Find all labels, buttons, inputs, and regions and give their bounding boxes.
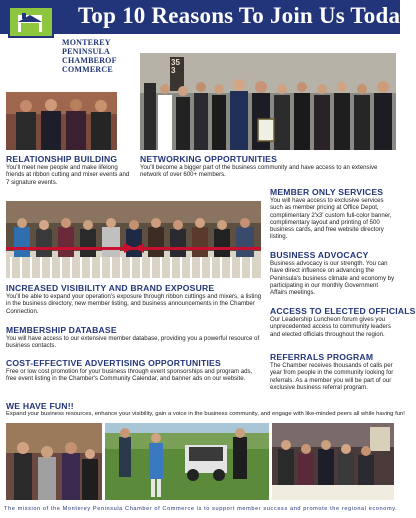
advertising-title: COST-EFFECTIVE ADVERTISING OPPORTUNITIES xyxy=(6,358,221,368)
fun-photo-banquet xyxy=(272,423,394,500)
database-title: MEMBERSHIP DATABASE xyxy=(6,325,117,335)
member-only-title: MEMBER ONLY SERVICES xyxy=(270,187,384,197)
networking-photo xyxy=(140,53,396,150)
relationship-photo xyxy=(6,92,117,150)
fun-photo-1 xyxy=(6,423,102,500)
elected-officials-title: ACCESS TO ELECTED OFFICIALS xyxy=(270,306,416,316)
fun-body: Expand your business resources, enhance your visibility, gain a voice in the business community, and engage with like-minded peers all while having fun! xyxy=(6,411,405,417)
page-title: Top 10 Reasons To Join Us Today xyxy=(78,3,412,28)
referrals-title: REFERRALS PROGRAM xyxy=(270,352,374,362)
house-logo-icon xyxy=(17,13,43,33)
member-only-body: You will have access to exclusive services such as member pricing at Office Depot, complimentary 2'x3' custom full-color banner, complimentary layout and printing of 500 business cards, and free website directory listing. xyxy=(270,197,392,241)
database-body: You will have access to our extensive member database, providing you a powerful resource of business contacts. xyxy=(6,335,260,350)
referrals-body: The Chamber receives thousands of calls per year from people in the community looking for referrals. As a member you will be part of our exclusive business referral program. xyxy=(270,362,394,391)
fun-photo-golf xyxy=(105,423,269,500)
advertising-body: Free or low cost promotion for your business through event sponsorships and program ads, free event listing in the Chamber's Community Calendar, and banner ads on our website. xyxy=(6,368,253,383)
networking-body: You'll become a bigger part of the business community and have access to an extensive network of over 600+ members. xyxy=(140,164,378,179)
advocacy-title: BUSINESS ADVOCACY xyxy=(270,250,369,260)
visibility-title: INCREASED VISIBILITY AND BRAND EXPOSURE xyxy=(6,283,215,293)
fun-title: WE HAVE FUN!! xyxy=(6,401,74,411)
logo-line: PENINSULA xyxy=(62,47,111,56)
logo-line: MONTEREY xyxy=(62,38,111,47)
logo-line: COMMERCE xyxy=(62,65,113,74)
mission-statement: The mission of the Monterey Peninsula Chamber of Commerce is to support member success and promote the regional economy. xyxy=(4,506,398,512)
networking-title: NETWORKING OPPORTUNITIES xyxy=(140,154,278,164)
relationship-body: You'll meet new people and make lifelong friends at ribbon cutting and mixer events and 7 signature events. xyxy=(6,164,130,186)
logo-text xyxy=(62,38,142,74)
elected-officials-body: Our Leadership Luncheon forum gives you unprecedented access to community leaders and elected officials throughout the region. xyxy=(270,316,391,338)
advocacy-body: Business advocacy is our strength. You can have direct influence on advancing the Peninsula's business climate and economy by participating in our monthly Government Affairs meetings. xyxy=(270,260,395,297)
relationship-title: RELATIONSHIP BUILDING xyxy=(6,154,118,164)
visibility-body: You'll be able to expand your operation's exposure through ribbon cuttings and mixers, a listing in the business directory, new member listing, and business announcements in the Chamber Connection. xyxy=(6,293,262,315)
chamber-logo xyxy=(8,6,54,38)
ribbon-cutting-photo xyxy=(6,201,261,278)
logo-line: CHAMBEROF xyxy=(62,56,117,65)
address-sign: 353 xyxy=(171,58,180,75)
